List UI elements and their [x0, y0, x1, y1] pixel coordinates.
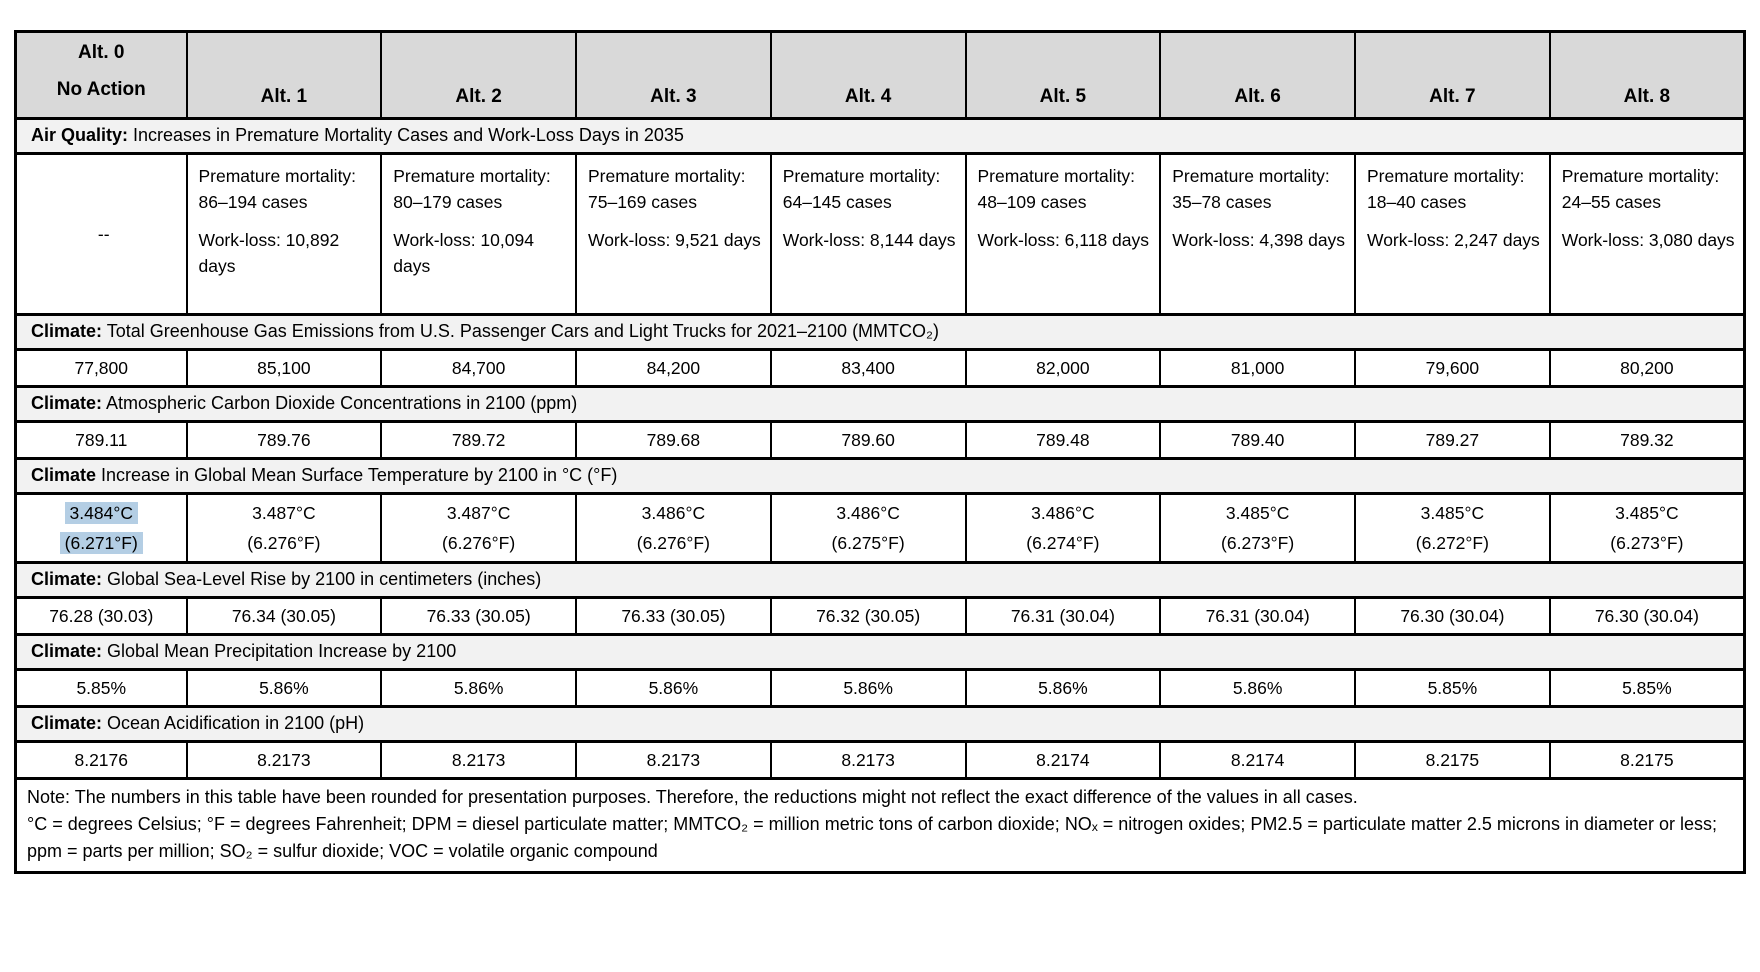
temp-celsius-value-selected: 3.484°C: [65, 502, 138, 524]
temp-celsius-value: 3.486°C: [836, 503, 900, 523]
ghg-cell-alt6: 81,000: [1160, 350, 1355, 387]
co2-cell-alt6: 789.40: [1160, 422, 1355, 459]
section-prefix: Climate:: [31, 321, 103, 341]
section-header-air-quality: [16, 119, 1745, 154]
section-header-co2: [16, 387, 1745, 422]
temp-celsius-value: 3.485°C: [1615, 503, 1679, 523]
rounding-note: Note: The numbers in this table have been rounded for presentation purposes. Therefore, the reductions might not reflect the exact difference of the values in all cases.: [27, 787, 1358, 807]
temperature-values-row: [16, 494, 1745, 563]
air-quality-cell-alt2: [381, 154, 576, 315]
co2-cell-alt8: 789.32: [1550, 422, 1745, 459]
sea-cell-alt3: 76.33 (30.05): [576, 598, 771, 635]
column-header-alt1: Alt. 1: [187, 32, 382, 119]
column-header-alt4: Alt. 4: [771, 32, 966, 119]
precip-cell-alt0: 5.85%: [16, 670, 187, 707]
column-header-alt8: Alt. 8: [1550, 32, 1745, 119]
section-row-air-quality: [16, 119, 1745, 154]
air-quality-cell-alt0: --: [16, 154, 187, 315]
sea-cell-alt8: 76.30 (30.04): [1550, 598, 1745, 635]
section-header-sea-level: [16, 563, 1745, 598]
premature-mortality-value: Premature mortality: 18–40 cases: [1367, 166, 1525, 212]
precip-cell-alt2: 5.86%: [381, 670, 576, 707]
column-header-alt2: Alt. 2: [381, 32, 576, 119]
ghg-cell-alt2: 84,700: [381, 350, 576, 387]
air-quality-cell-alt5: [966, 154, 1161, 315]
ph-cell-alt8: 8.2175: [1550, 742, 1745, 779]
column-header-alt7: Alt. 7: [1355, 32, 1550, 119]
temp-cell-alt7: [1355, 494, 1550, 563]
section-text: Increase in Global Mean Surface Temperature by 2100 in °C (°F): [96, 465, 618, 485]
section-text: Global Mean Precipitation Increase by 2100: [102, 641, 457, 661]
temp-celsius-value: 3.487°C: [252, 503, 316, 523]
ph-cell-alt7: 8.2175: [1355, 742, 1550, 779]
premature-mortality-value: Premature mortality: 86–194 cases: [198, 166, 357, 212]
section-prefix: Climate:: [31, 713, 103, 733]
premature-mortality-value: Premature mortality: 24–55 cases: [1561, 166, 1720, 212]
air-quality-cell-alt6: [1160, 154, 1355, 315]
temp-cell-alt6: [1160, 494, 1355, 563]
work-loss-value: Work-loss: 10,892 days: [198, 230, 340, 276]
co2-cell-alt5: 789.48: [966, 422, 1161, 459]
temp-fahrenheit-value: (6.276°F): [442, 533, 516, 553]
temp-fahrenheit-value: (6.275°F): [831, 533, 905, 553]
temp-cell-alt0: [16, 494, 187, 563]
column-header-alt6: Alt. 6: [1160, 32, 1355, 119]
ph-cell-alt2: 8.2173: [381, 742, 576, 779]
section-header-ocean-acidification: [16, 707, 1745, 742]
ph-cell-alt4: 8.2173: [771, 742, 966, 779]
table-notes-cell: [16, 779, 1745, 873]
section-header-temperature: [16, 459, 1745, 494]
temp-celsius-value: 3.487°C: [446, 503, 511, 523]
co2-cell-alt7: 789.27: [1355, 422, 1550, 459]
temp-cell-alt4: [771, 494, 966, 563]
column-header-alt0: [16, 32, 187, 119]
work-loss-value: Work-loss: 9,521 days: [588, 230, 761, 250]
temp-fahrenheit-value: (6.273°F): [1610, 533, 1684, 553]
precip-cell-alt8: 5.85%: [1550, 670, 1745, 707]
sea-cell-alt7: 76.30 (30.04): [1355, 598, 1550, 635]
section-row-temperature: [16, 459, 1745, 494]
ghg-cell-alt4: 83,400: [771, 350, 966, 387]
ph-cell-alt0: 8.2176: [16, 742, 187, 779]
premature-mortality-value: Premature mortality: 75–169 cases: [588, 166, 746, 212]
air-quality-cell-alt1: [187, 154, 382, 315]
section-text: Ocean Acidification in 2100 (pH): [102, 713, 365, 733]
section-header-ghg: [16, 315, 1745, 350]
alternatives-header-row: [16, 32, 1745, 119]
sea-cell-alt2: 76.33 (30.05): [381, 598, 576, 635]
ph-values-row: [16, 742, 1745, 779]
ghg-cell-alt0: 77,800: [16, 350, 187, 387]
alt0-sublabel: No Action: [56, 79, 146, 100]
temp-fahrenheit-value: (6.276°F): [247, 533, 321, 553]
air-quality-cell-alt4: [771, 154, 966, 315]
work-loss-value: Work-loss: 3,080 days: [1561, 230, 1735, 250]
temp-fahrenheit-value: (6.276°F): [636, 533, 710, 553]
co2-cell-alt1: 789.76: [187, 422, 382, 459]
abbreviations-note: °C = degrees Celsius; °F = degrees Fahrenheit; DPM = diesel particulate matter; MMTCO₂ = million metric tons of carbon dioxide; NOₓ = nitrogen oxides; PM2.5 = particulate matter 2.5 microns in diameter or less; ppm = parts per million; SO₂ = sulfur dioxide; VOC = volatile organic compound: [27, 814, 1718, 861]
column-header-alt3: Alt. 3: [576, 32, 771, 119]
report-page: [0, 30, 1760, 972]
precip-cell-alt7: 5.85%: [1355, 670, 1550, 707]
ghg-values-row: [16, 350, 1745, 387]
ghg-cell-alt5: 82,000: [966, 350, 1161, 387]
ghg-cell-alt3: 84,200: [576, 350, 771, 387]
ph-cell-alt3: 8.2173: [576, 742, 771, 779]
temp-celsius-value: 3.485°C: [1420, 503, 1485, 523]
temp-cell-alt2: [381, 494, 576, 563]
ph-cell-alt6: 8.2174: [1160, 742, 1355, 779]
sea-cell-alt6: 76.31 (30.04): [1160, 598, 1355, 635]
temp-fahrenheit-value: (6.274°F): [1026, 533, 1100, 553]
section-text: Total Greenhouse Gas Emissions from U.S. Passenger Cars and Light Trucks for 2021–2100 (MMTCO₂): [102, 321, 940, 341]
co2-cell-alt3: 789.68: [576, 422, 771, 459]
section-prefix: Climate: [31, 465, 97, 485]
alt0-label: Alt. 0: [78, 42, 125, 63]
temp-celsius-value: 3.486°C: [641, 503, 706, 523]
temp-cell-alt1: [187, 494, 382, 563]
ghg-cell-alt7: 79,600: [1355, 350, 1550, 387]
ph-cell-alt1: 8.2173: [187, 742, 382, 779]
co2-cell-alt0: 789.11: [16, 422, 187, 459]
section-row-co2-concentration: [16, 387, 1745, 422]
section-header-precipitation: [16, 635, 1745, 670]
co2-values-row: [16, 422, 1745, 459]
sea-cell-alt1: 76.34 (30.05): [187, 598, 382, 635]
impacts-comparison-table: [14, 30, 1746, 874]
section-text: Increases in Premature Mortality Cases and Work-Loss Days in 2035: [128, 125, 684, 145]
ghg-cell-alt8: 80,200: [1550, 350, 1745, 387]
section-prefix: Climate:: [31, 393, 103, 413]
temp-fahrenheit-value: (6.273°F): [1221, 533, 1295, 553]
work-loss-value: Work-loss: 6,118 days: [977, 230, 1150, 250]
section-prefix: Air Quality:: [31, 125, 129, 145]
premature-mortality-value: Premature mortality: 80–179 cases: [393, 166, 551, 212]
temp-celsius-value: 3.486°C: [1031, 503, 1095, 523]
co2-cell-alt4: 789.60: [771, 422, 966, 459]
temp-cell-alt8: [1550, 494, 1745, 563]
sea-cell-alt4: 76.32 (30.05): [771, 598, 966, 635]
air-quality-data-row: [16, 154, 1745, 315]
section-row-precipitation: [16, 635, 1745, 670]
ghg-cell-alt1: 85,100: [187, 350, 382, 387]
air-quality-cell-alt8: [1550, 154, 1745, 315]
temp-celsius-value: 3.485°C: [1225, 503, 1290, 523]
precip-cell-alt4: 5.86%: [771, 670, 966, 707]
sea-level-values-row: [16, 598, 1745, 635]
column-header-alt5: Alt. 5: [966, 32, 1161, 119]
sea-cell-alt5: 76.31 (30.04): [966, 598, 1161, 635]
air-quality-cell-alt7: [1355, 154, 1550, 315]
premature-mortality-value: Premature mortality: 64–145 cases: [782, 166, 941, 212]
temp-fahrenheit-value-selected: (6.271°F): [60, 532, 143, 554]
temp-fahrenheit-value: (6.272°F): [1415, 533, 1489, 553]
work-loss-value: Work-loss: 2,247 days: [1367, 230, 1540, 250]
section-text: Global Sea-Level Rise by 2100 in centimeters (inches): [102, 569, 542, 589]
section-row-ocean-acidification: [16, 707, 1745, 742]
precip-cell-alt3: 5.86%: [576, 670, 771, 707]
section-prefix: Climate:: [31, 641, 103, 661]
sea-cell-alt0: 76.28 (30.03): [16, 598, 187, 635]
section-row-ghg-emissions: [16, 315, 1745, 350]
section-text: Atmospheric Carbon Dioxide Concentrations in 2100 (ppm): [102, 393, 578, 413]
precip-cell-alt1: 5.86%: [187, 670, 382, 707]
air-quality-cell-alt3: [576, 154, 771, 315]
section-prefix: Climate:: [31, 569, 103, 589]
section-row-sea-level: [16, 563, 1745, 598]
work-loss-value: Work-loss: 4,398 days: [1172, 230, 1346, 250]
work-loss-value: Work-loss: 10,094 days: [393, 230, 534, 276]
premature-mortality-value: Premature mortality: 48–109 cases: [977, 166, 1136, 212]
temp-cell-alt3: [576, 494, 771, 563]
precip-cell-alt6: 5.86%: [1160, 670, 1355, 707]
work-loss-value: Work-loss: 8,144 days: [782, 230, 956, 250]
precip-cell-alt5: 5.86%: [966, 670, 1161, 707]
ph-cell-alt5: 8.2174: [966, 742, 1161, 779]
table-notes-row: [16, 779, 1745, 873]
temp-cell-alt5: [966, 494, 1161, 563]
precipitation-values-row: [16, 670, 1745, 707]
co2-cell-alt2: 789.72: [381, 422, 576, 459]
premature-mortality-value: Premature mortality: 35–78 cases: [1172, 166, 1330, 212]
